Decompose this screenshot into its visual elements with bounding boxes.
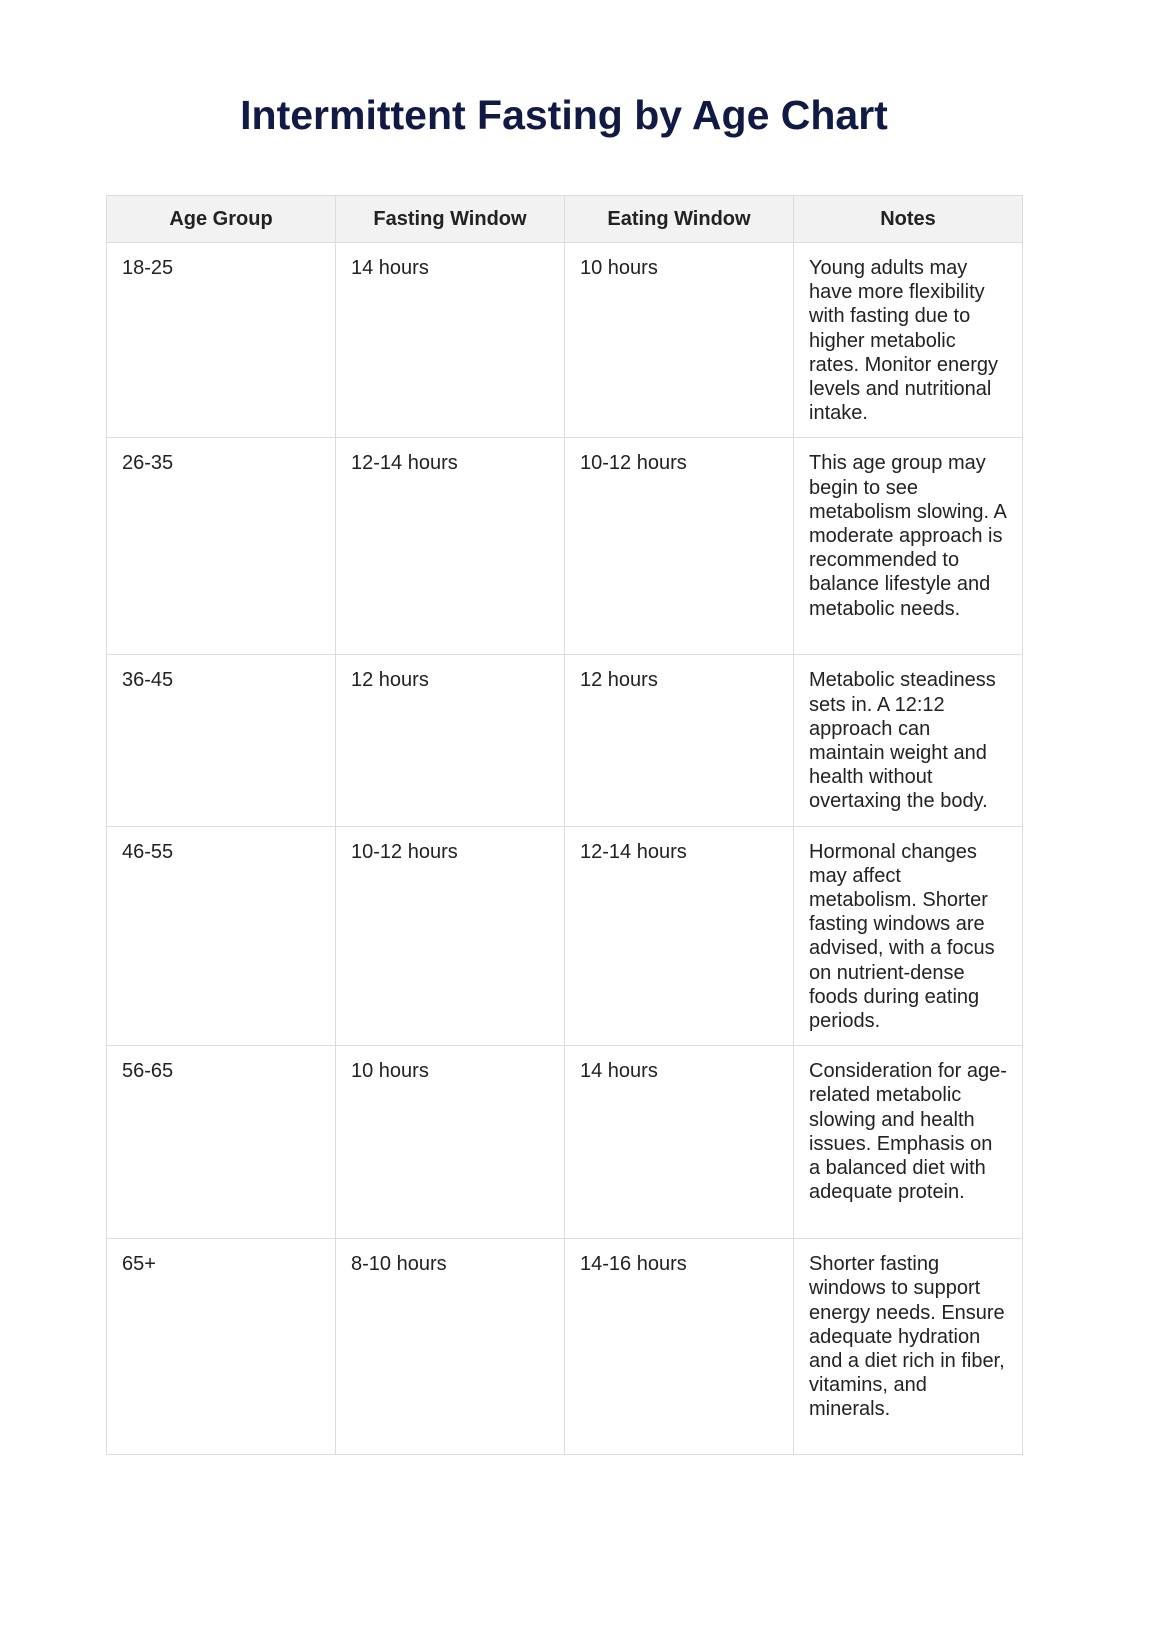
table-header-row — [107, 196, 1023, 243]
fasting-by-age-table — [106, 195, 1023, 1455]
fasting-window-cell: 12-14 hours — [336, 438, 565, 655]
fasting-window-cell: 10-12 hours — [336, 826, 565, 1046]
eating-window-cell: 14-16 hours — [565, 1239, 794, 1455]
header-notes: Notes — [794, 196, 1023, 243]
age-group-cell: 65+ — [107, 1239, 336, 1455]
table-row — [107, 1239, 1023, 1455]
header-age-group: Age Group — [107, 196, 336, 243]
notes-cell: Shorter fasting windows to support energy needs. Ensure adequate hydration and a diet rich in fiber, vitamins, and minerals. — [794, 1239, 1023, 1455]
fasting-window-cell: 14 hours — [336, 243, 565, 438]
age-group-cell: 26-35 — [107, 438, 336, 655]
table-row — [107, 826, 1023, 1046]
age-group-cell: 36-45 — [107, 655, 336, 826]
header-eating-window: Eating Window — [565, 196, 794, 243]
age-group-cell: 46-55 — [107, 826, 336, 1046]
table-row — [107, 243, 1023, 438]
fasting-window-cell: 8-10 hours — [336, 1239, 565, 1455]
table-row — [107, 438, 1023, 655]
notes-cell: Hormonal changes may affect metabolism. Shorter fasting windows are advised, with a focus on nutrient-dense foods during eating periods. — [794, 826, 1023, 1046]
table-row — [107, 655, 1023, 826]
eating-window-cell: 10 hours — [565, 243, 794, 438]
eating-window-cell: 12 hours — [565, 655, 794, 826]
notes-cell: Consideration for age-related metabolic slowing and health issues. Emphasis on a balanced diet with adequate protein. — [794, 1046, 1023, 1239]
page-title: Intermittent Fasting by Age Chart — [240, 92, 888, 138]
notes-cell: Young adults may have more flexibility with fasting due to higher metabolic rates. Monitor energy levels and nutritional intake. — [794, 243, 1023, 438]
header-fasting-window: Fasting Window — [336, 196, 565, 243]
fasting-window-cell: 12 hours — [336, 655, 565, 826]
eating-window-cell: 10-12 hours — [565, 438, 794, 655]
eating-window-cell: 12-14 hours — [565, 826, 794, 1046]
fasting-window-cell: 10 hours — [336, 1046, 565, 1239]
notes-cell: Metabolic steadiness sets in. A 12:12 approach can maintain weight and health without overtaxing the body. — [794, 655, 1023, 826]
eating-window-cell: 14 hours — [565, 1046, 794, 1239]
notes-cell: This age group may begin to see metabolism slowing. A moderate approach is recommended to balance lifestyle and metabolic needs. — [794, 438, 1023, 655]
age-group-cell: 56-65 — [107, 1046, 336, 1239]
age-group-cell: 18-25 — [107, 243, 336, 438]
table-row — [107, 1046, 1023, 1239]
